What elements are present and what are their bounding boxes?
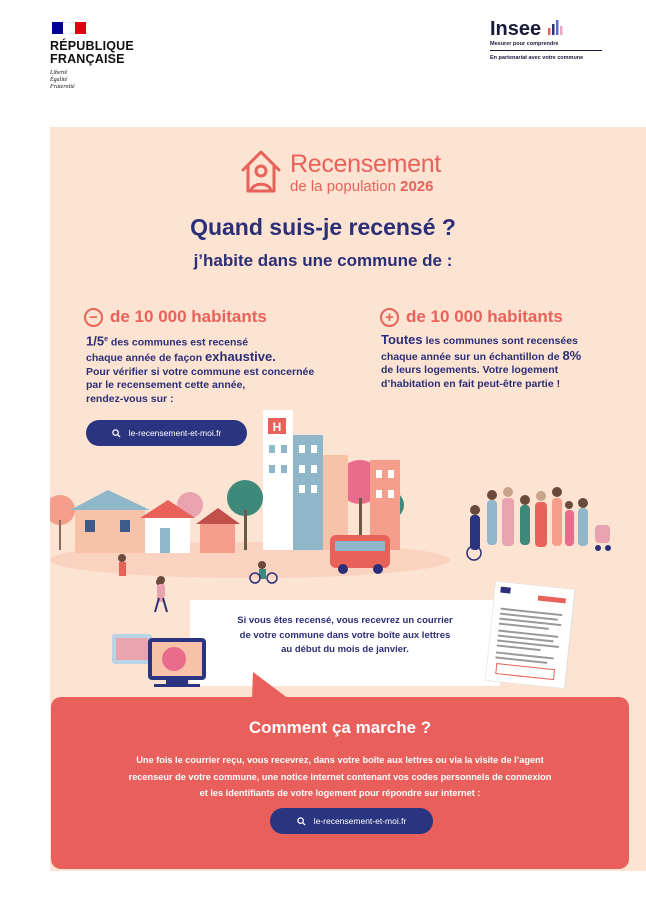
left-line5: rendez-vous sur : [86,392,174,405]
card-line1: Une fois le courrier reçu, vous recevrez, dans votre boîte aux lettres ou via la visite de l’agent [136,755,544,765]
card-line3: et les identifiants de votre logement pour répondre sur internet : [199,788,481,798]
insee-bars-icon [548,20,564,36]
recensement-link-button-bottom[interactable] [270,808,433,834]
right-line2: chaque année sur un échantillon de [381,350,563,363]
logo-subtitle [290,178,433,195]
insee-logo [490,18,610,61]
republique-francaise-logo [50,22,170,91]
right-line1: les communes sont recensées [422,335,578,347]
search-icon [297,817,306,826]
rf-title-line2: FRANÇAISE [50,52,125,66]
link-text-top: le-recensement-et-moi.fr [128,428,222,438]
card-line2: recenseur de votre commune, une notice internet contenant vos codes personnels de connexion [128,771,552,782]
right-line3: de leurs logements. Votre logement [381,364,559,376]
marianne-flag-icon [52,22,86,34]
right-strong: Toutes [381,332,423,347]
fraction: 1/5 [86,333,105,349]
minus-circle-icon: − [84,308,103,327]
link-text-bottom: le-recensement-et-moi.fr [313,816,407,826]
plus-circle-icon: + [380,308,399,327]
courrier-line2: de votre commune dans votre boîte aux lettres [239,629,451,641]
left-line3: Pour vérifier si votre commune est concernée [86,365,315,378]
left-line4: par le recensement cette année, [86,379,246,391]
right-heading-text: de 10 000 habitants [406,307,563,326]
courrier-line3: au début du mois de janvier. [281,644,409,655]
card-text [80,752,600,802]
logo-title: Recensement [290,150,441,178]
house-person-logo-icon [240,148,282,194]
insee-tagline: Mesurer pour comprendre [490,41,602,51]
courrier-line1: Si vous êtes recensé, vous recevrez un courrier [237,615,453,626]
left-line2-strong: exhaustive. [205,349,276,364]
rf-title-line1: RÉPUBLIQUE [50,39,134,53]
right-line2-strong: 8% [562,347,582,363]
logo-year: 2026 [400,178,434,195]
question-subtitle: j’habite dans une commune de : [193,251,453,270]
card-pointer [252,672,289,699]
logo-subtitle-text: de la population [290,178,396,195]
rf-motto-liberte: Liberté [50,70,68,76]
question-title: Quand suis-je recensé ? [190,214,456,240]
insee-name: Insee [490,18,542,40]
rf-motto-egalite: Égalité [50,77,68,83]
devices-illustration [108,628,212,692]
rf-motto-fraternite: Fraternité [50,84,75,90]
right-line4: d’habitation en fait peut-être partie ! [381,377,561,390]
letter-illustration [485,581,577,689]
left-heading-text: de 10 000 habitants [110,307,267,326]
svg-text:H: H [272,420,282,434]
left-column-heading [84,307,267,327]
fraction-sup: e [104,336,108,343]
left-line2: chaque année de façon [86,352,206,364]
left-line1: des communes est recensé [107,336,249,349]
courrier-text [210,614,480,658]
walking-person-illustration [150,575,172,615]
right-column-text [381,333,621,391]
card-title: Comment ça marche ? [248,718,432,737]
insee-partner: En partenariat avec votre commune [490,55,584,61]
right-column-heading [380,307,563,327]
left-column-text [86,333,346,406]
